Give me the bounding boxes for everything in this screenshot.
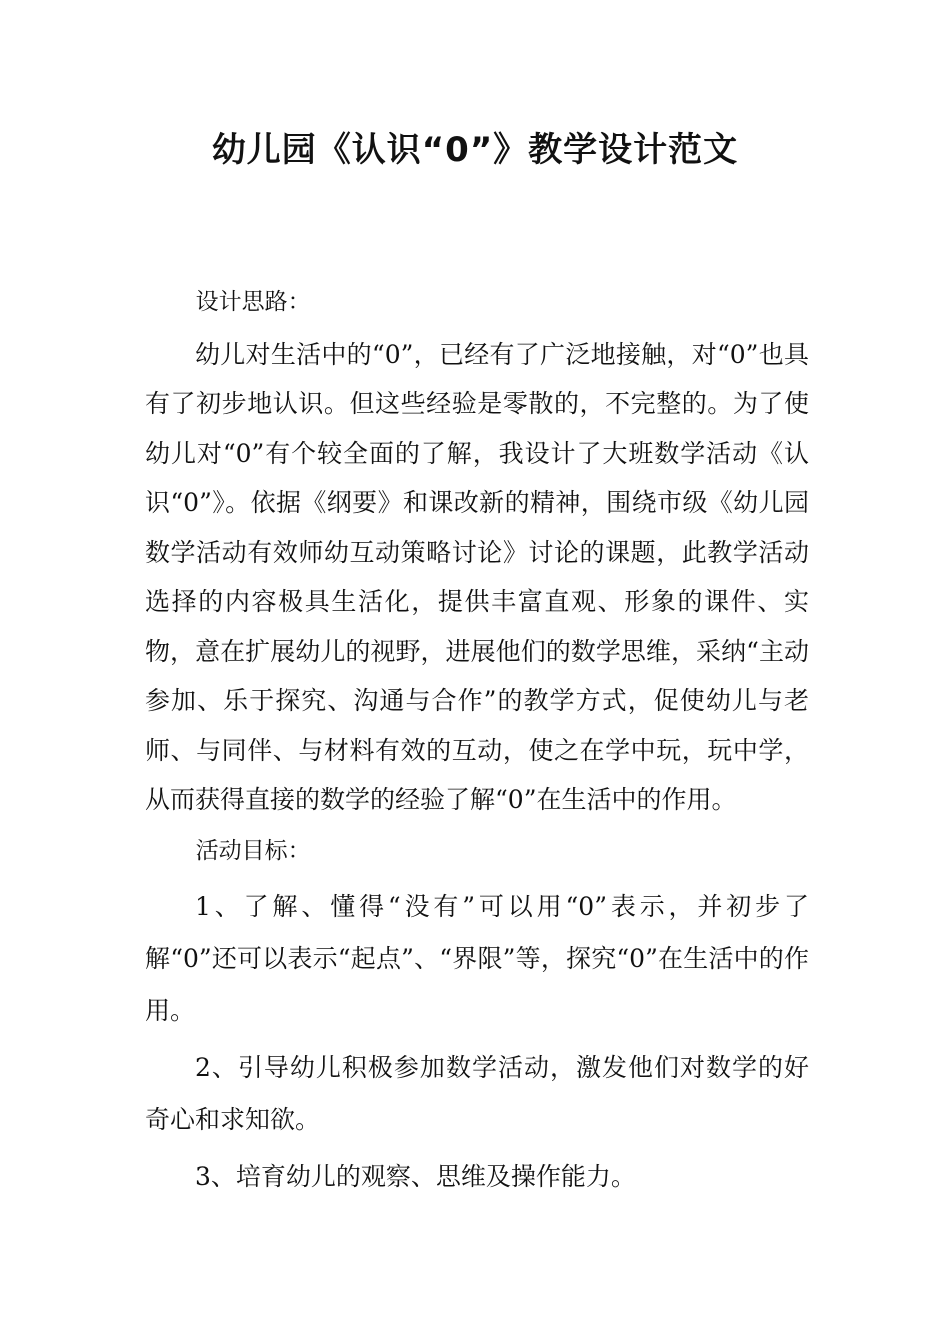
design-heading: 设计思路： [195,289,311,315]
document-body [145,278,809,1203]
goals-heading: 活动目标： [195,837,311,864]
goal-item-3: 3、培育幼儿的观察、思维及操作能力。 [195,1162,636,1191]
design-paragraph: 幼儿对生活中的“0”，已经有了广泛地接触，对“0”也具有了初步地认识。但这些经验是零散的，不完整的。为了使幼儿对“0”有个较全面的了解，我设计了大班数学活动《认识“0”》。依据《纲要》和课改新的精神，围绕市级《幼儿园数学活动有效师幼互动策略讨论》讨论的课题，此教学活动选择的内容极具生活化，提供丰富直观、形象的课件、实物，意在扩展幼儿的视野，进展他们的数学思维，采纳“主动参加、乐于探究、沟通与合作”的教学方式，促使幼儿与老师、与同伴、与材料有效的互动，使之在学中玩，玩中学，从而获得直接的数学的经验了解“0”在生活中的作用。 [145,339,809,814]
goal-item-1: 1、了解、懂得“没有”可以用“0”表示，并初步了解“0”还可以表示“起点”、“界限”等，探究“0”在生活中的作用。 [145,892,809,1025]
document-title: 幼儿园《认识“0”》教学设计范文 [211,130,739,170]
goal-item-2: 2、引导幼儿积极参加数学活动，激发他们对数学的好奇心和求知欲。 [145,1053,809,1134]
